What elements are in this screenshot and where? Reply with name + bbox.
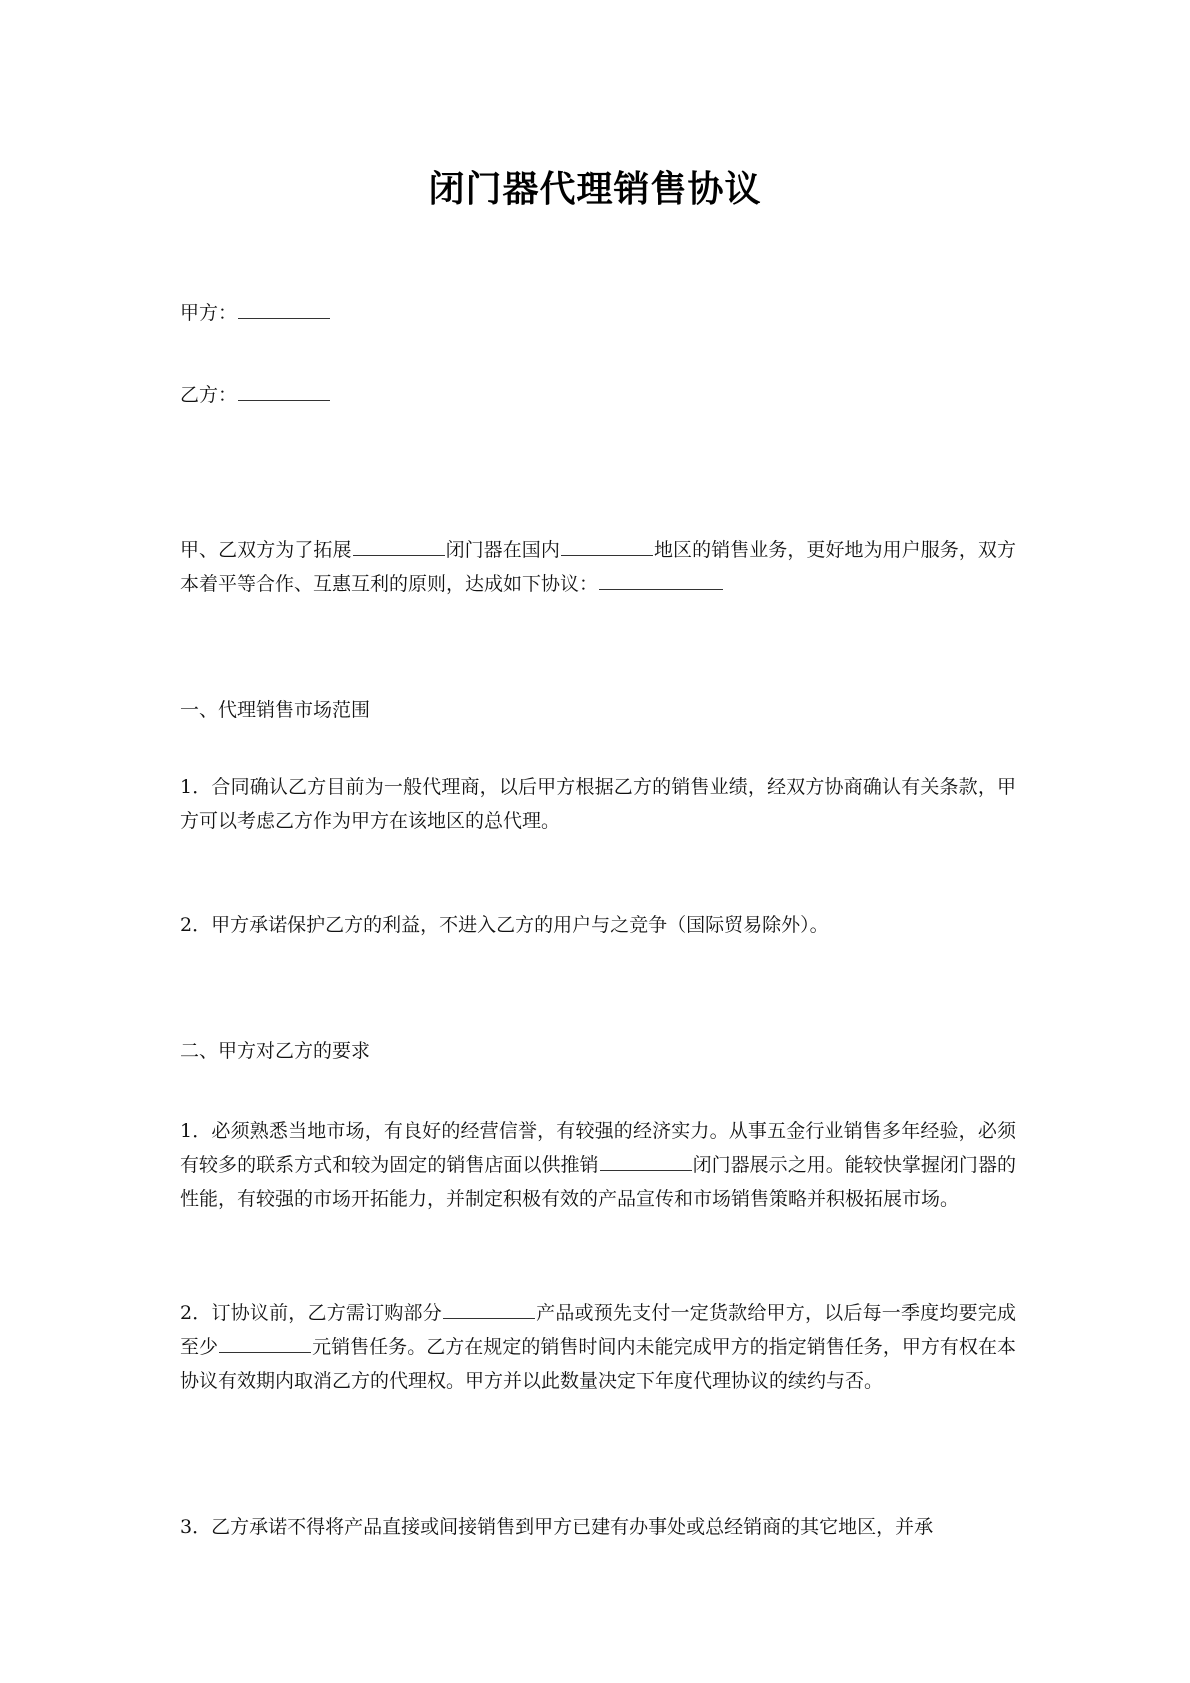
clause-1-1: 1．合同确认乙方目前为一般代理商，以后甲方根据乙方的销售业绩，经双方协商确认有关条款，甲方可以考虑乙方作为甲方在该地区的总代理。 <box>180 776 1016 832</box>
clause-1-2: 2．甲方承诺保护乙方的利益，不进入乙方的用户与之竞争（国际贸易除外）。 <box>180 914 829 936</box>
section-heading-2: 二、甲方对乙方的要求 <box>180 1040 371 1062</box>
section-heading-1: 一、代理销售市场范围 <box>180 699 371 721</box>
clause-2-2 <box>180 1296 1016 1398</box>
party-a-label: 甲方： <box>180 302 238 324</box>
party-b-label: 乙方： <box>180 384 238 406</box>
clause-2-1-text-2: 闭门器展示之用。能较快掌握闭门器的性能，有较强的市场开拓能力，并制定积极有效的产品宣传和市场销售策略并积极拓展市场。 <box>180 1154 1016 1210</box>
clause-2-1 <box>180 1114 1016 1216</box>
party-b-line <box>180 378 1016 412</box>
clause-2-2-text-2: 产品或预先支付一定货款给甲方，以后每一季度均要完成至少 <box>180 1302 1016 1358</box>
brand-display-blank <box>600 1152 692 1171</box>
quarterly-target-blank <box>219 1334 311 1353</box>
brand-blank <box>353 537 445 556</box>
document-title: 闭门器代理销售协议 <box>428 169 762 210</box>
clause-2-1-text-1: 1．必须熟悉当地市场，有良好的经营信誉，有较强的经济实力。从事五金行业销售多年经验，必须有较多的联系方式和较为固定的销售店面以供推销 <box>180 1120 1016 1176</box>
preamble-text-1: 甲、乙双方为了拓展 <box>180 539 352 561</box>
agreement-blank <box>599 571 723 590</box>
clause-2-2-text-1: 2．订协议前，乙方需订购部分 <box>180 1302 442 1324</box>
clause-2-3: 3．乙方承诺不得将产品直接或间接销售到甲方已建有办事处或总经销商的其它地区，并承 <box>180 1516 934 1538</box>
preamble-paragraph <box>180 533 1016 601</box>
party-a-blank <box>238 300 330 319</box>
party-a-line <box>180 296 1016 330</box>
preamble-text-3: 地区的销售业务，更好地为用户服务，双方本着平等合作、互惠互利的原则，达成如下协议： <box>180 539 1016 595</box>
initial-order-blank <box>443 1300 535 1319</box>
clause-2-2-text-3: 元销售任务。乙方在规定的销售时间内未能完成甲方的指定销售任务，甲方有权在本协议有效期内取消乙方的代理权。甲方并以此数量决定下年度代理协议的续约与否。 <box>180 1336 1016 1392</box>
region-blank <box>561 537 653 556</box>
preamble-text-2: 闭门器在国内 <box>445 539 560 561</box>
party-b-blank <box>238 382 330 401</box>
